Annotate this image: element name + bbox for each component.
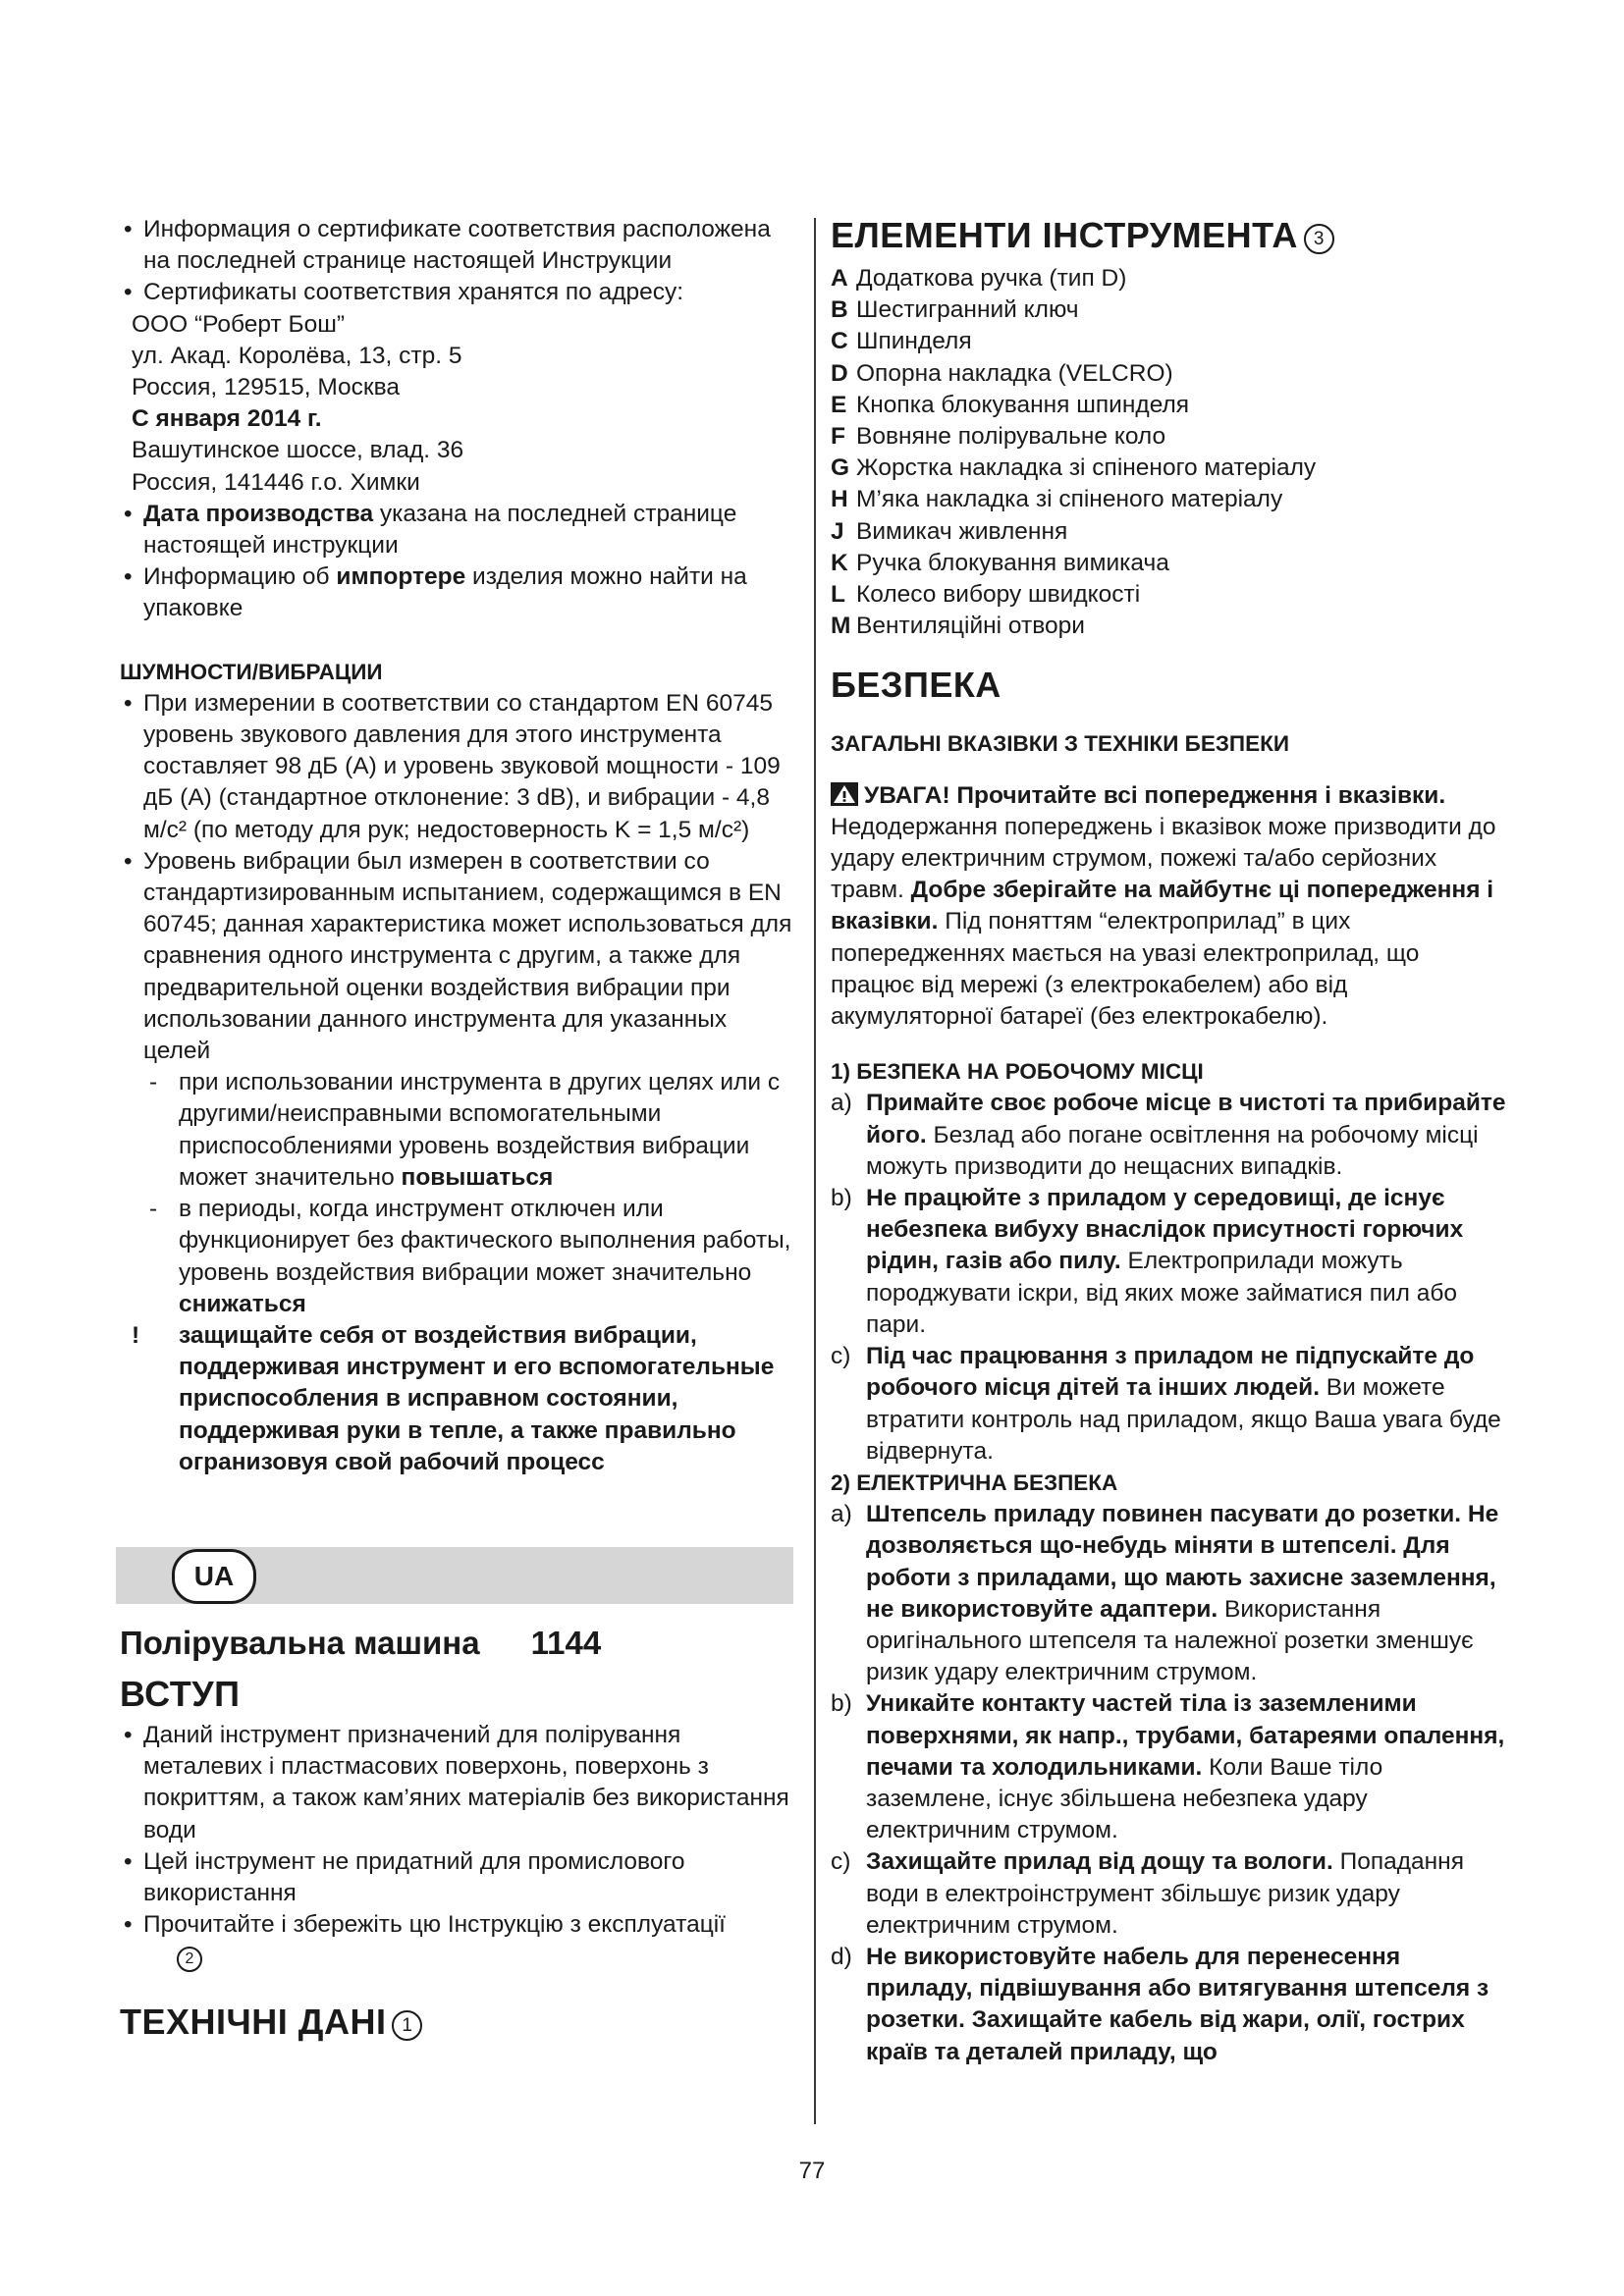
item-bold: Під час працювання з приладом не підпускайте до робочого місця дітей та інших людей. xyxy=(866,1343,1475,1402)
address-company: ООО “Роберт Бош” xyxy=(132,310,346,338)
element-label: М’яка накладка зі спіненого матеріалу xyxy=(856,486,1283,513)
elements-heading-text: ЕЛЕМЕНТИ ІНСТРУМЕНТА xyxy=(831,215,1298,255)
list-item xyxy=(831,263,1508,294)
dash2-bold: снижаться xyxy=(179,1290,306,1317)
product-title xyxy=(120,1622,797,1665)
right-column xyxy=(831,214,1508,2068)
list-item xyxy=(831,294,1508,326)
item-bold: Примайте своє робоче місце в чистоті та прибирайте його. xyxy=(866,1090,1506,1148)
list-item xyxy=(120,846,797,1067)
dash1-bold: повышаться xyxy=(401,1163,554,1191)
elements-list xyxy=(831,263,1508,642)
intro-heading: ВСТУП xyxy=(120,1673,241,1714)
item-text: Безлад або погане освітлення на робочому місці можуть призводити до нещасних випадків. xyxy=(866,1121,1479,1180)
figure-ref-2: 2 xyxy=(177,1947,202,1972)
electrical-heading: 2) ЕЛЕКТРИЧНА БЕЗПЕКА xyxy=(831,1469,1118,1495)
element-key: M xyxy=(831,613,851,640)
list-item xyxy=(831,611,1508,642)
list-item xyxy=(120,214,797,277)
language-banner xyxy=(116,1547,793,1604)
intro-text-3: Прочитайте і збережіть цю Інструкцію з експлуатації xyxy=(143,1911,726,1939)
tech-heading xyxy=(120,2001,797,2044)
element-label: Вентиляційні отвори xyxy=(856,613,1085,640)
warn-text1: Недодержання попереджень і вказівок може призводити до удару електричним струмом, пожежі та/або серйозних травм. xyxy=(831,813,1496,904)
list-item xyxy=(831,516,1508,548)
list-item xyxy=(120,1846,797,1909)
dash1-text: при использовании инструмента в других целях или с другими/неисправными вспомогательными приспособлениями уровень воздействия вибрации может значительно xyxy=(179,1069,781,1191)
warn-text2: Під поняттям “електроприлад” в цих попередженнях мається на увазі електроприлад, що працює від мережі (з електрокабелем) або від акумуляторної батареї (без електрокабелю). xyxy=(831,908,1420,1031)
item-text: Попадання води в електроінструмент збільшує ризик удару електричним струмом. xyxy=(866,1848,1464,1939)
item-letter: c) xyxy=(831,1343,851,1370)
element-key: L xyxy=(831,581,845,609)
element-key: A xyxy=(831,265,848,292)
list-item xyxy=(831,1088,1508,1183)
intro-text-2: Цей інструмент не придатний для промислового використання xyxy=(143,1847,685,1906)
dash-item xyxy=(120,1194,797,1320)
list-item xyxy=(831,1688,1508,1846)
list-item xyxy=(831,326,1508,357)
element-label: Жорстка накладка зі спіненого матеріалу xyxy=(856,454,1317,482)
element-key: D xyxy=(831,359,848,387)
item-text: Електроприлади можуть породжувати іскри, від яких може займатися пил або пари. xyxy=(866,1248,1458,1338)
element-label: Вовняне полірувальне коло xyxy=(856,423,1166,451)
element-key: J xyxy=(831,517,844,545)
element-key: G xyxy=(831,454,850,482)
list-item xyxy=(120,499,797,561)
item-text: Ви можете втратити контроль над приладом, якщо Ваша увага буде відвернута. xyxy=(866,1374,1501,1465)
address-since: С января 2014 г. xyxy=(132,405,322,433)
element-label: Шестигранний ключ xyxy=(856,296,1079,324)
importer-bold: импортере xyxy=(336,563,466,591)
address-street: ул. Акад. Королёва, 13, стр. 5 xyxy=(132,342,462,369)
list-item xyxy=(120,1909,797,1972)
element-label: Шпинделя xyxy=(856,328,972,355)
element-key: H xyxy=(831,486,848,513)
tech-heading-text: ТЕХНІЧНІ ДАНІ xyxy=(120,2001,387,2042)
item-letter: d) xyxy=(831,1943,852,1970)
item-text: Використання оригінального штепселя та належної розетки зменшує ризик удару електричним струмом. xyxy=(866,1595,1474,1686)
list-item xyxy=(831,579,1508,611)
cert-storage-text: Сертификаты соответствия хранятся по адресу: xyxy=(143,279,684,306)
list-item xyxy=(831,484,1508,515)
dash2-text: в периоды, когда инструмент отключен или функционирует без фактического выполнения работы, уровень воздействия вибрации может значительно xyxy=(179,1196,791,1286)
product-name: Полірувальна машина xyxy=(120,1624,480,1661)
list-item xyxy=(831,1341,1508,1468)
cert-info-text: Информация о сертификате соответствия расположена на последней странице настоящей Инструкции xyxy=(143,216,771,275)
ua-badge: UA xyxy=(172,1549,256,1604)
date-bold: Дата производства xyxy=(143,500,374,527)
warn-bold2: Добре зберігайте на майбутнє ці попередження і вказівки. xyxy=(831,877,1494,935)
item-letter: b) xyxy=(831,1690,852,1718)
column-divider xyxy=(814,218,816,2124)
address-street2: Вашутинское шоссе, влад. 36 xyxy=(132,437,464,464)
dash-item xyxy=(120,1067,797,1194)
noise-p1: При измерении в соответствии со стандартом EN 60745 уровень звукового давления для этого инструмента составляет 98 дБ (А) и уровень звуковой мощности - 109 дБ (А) (стандартное отклонение: 3 dB), и вибрации - 4,8 м/с² (по методу для рук; недостоверность K = 1,5 м/с²) xyxy=(143,689,781,843)
elements-heading xyxy=(831,214,1508,257)
element-label: Ручка блокування вимикача xyxy=(856,549,1169,576)
element-key: K xyxy=(831,549,848,576)
list-item xyxy=(831,1183,1508,1341)
element-label: Додаткова ручка (тип D) xyxy=(856,265,1127,292)
list-item xyxy=(831,1846,1508,1942)
list-item xyxy=(831,358,1508,390)
list-item xyxy=(831,548,1508,579)
item-bold: Не працюйте з приладом у середовищі, де існує небезпека вибуху внаслідок присутності горючих рідин, газів або пилу. xyxy=(866,1185,1464,1275)
element-label: Кнопка блокування шпинделя xyxy=(856,391,1190,418)
item-bold: Не використовуйте набель для перенесення приладу, підвішування або витягування штепселя з розетки. Захищайте кабель від жари, олії, гострих країв та деталей приладу, що xyxy=(866,1943,1489,2065)
item-letter: a) xyxy=(831,1090,852,1117)
element-key: F xyxy=(831,423,845,451)
page-number: 77 xyxy=(798,2158,826,2184)
workplace-heading: 1) БЕЗПЕКА НА РОБОЧОМУ МІСЦІ xyxy=(831,1059,1204,1085)
safety-heading: БЕЗПЕКА xyxy=(831,665,1001,706)
item-bold: Штепсель приладу повинен пасувати до розетки. Не дозволяється що-небудь міняти в штепселі. Для роботи з приладами, що мають захисне заземлення, не використовуйте адаптери. xyxy=(866,1501,1499,1623)
warn-bold: УВАГА! Прочитайте всі попередження і вказівки. xyxy=(864,781,1446,809)
element-key: B xyxy=(831,296,848,324)
warning-mark: ! xyxy=(132,1321,140,1349)
list-item xyxy=(120,277,797,308)
element-key: E xyxy=(831,391,847,418)
item-text: Коли Ваше тіло заземлене, існує збільшена небезпека удару електричним струмом. xyxy=(866,1753,1383,1844)
item-bold: Уникайте контакту частей тіла із заземленими поверхнями, як напр., трубами, батареями опалення, печами та холодильниками. xyxy=(866,1690,1505,1781)
list-item xyxy=(831,1499,1508,1688)
warning-text: защищайте себя от воздействия вибрации, поддерживая инструмент и его вспомогательные приспособления в исправном состоянии, поддерживая руки в тепле, а также правильно огранизовуя свой рабочий процесс xyxy=(179,1321,775,1475)
general-safety-heading: ЗАГАЛЬНІ ВКАЗІВКИ З ТЕХНІКИ БЕЗПЕКИ xyxy=(831,731,1290,757)
element-label: Вимикач живлення xyxy=(856,517,1068,545)
list-item xyxy=(831,390,1508,421)
noise-heading: ШУМНОСТИ/ВИБРАЦИИ xyxy=(120,659,383,684)
noise-p2: Уровень вибрации был измерен в соответствии со стандартизированным испытанием, содержащимся в EN 60745; данная характеристика может использоваться для сравнения одного инструмента с другим, а также для предварительной оценки воздействия вибрации при использовании данного инструмента для указанных целей xyxy=(143,847,792,1065)
list-item xyxy=(831,453,1508,484)
item-letter: a) xyxy=(831,1501,852,1528)
date-rest: указана на последней странице настоящей инструкции xyxy=(143,500,737,560)
list-item xyxy=(831,421,1508,453)
list-item xyxy=(120,561,797,624)
list-item xyxy=(120,688,797,846)
vibration-warning xyxy=(120,1320,797,1478)
item-letter: c) xyxy=(831,1848,851,1876)
list-item xyxy=(120,1720,797,1846)
element-label: Колесо вибору швидкості xyxy=(856,581,1141,609)
intro-text-1: Даний інструмент призначений для полірування металевих і пластмасових поверхонь, поверхонь з покриттям, а також кам’яних матеріалів без використання води xyxy=(143,1721,789,1843)
figure-ref-3: 3 xyxy=(1304,224,1334,254)
element-key: C xyxy=(831,328,848,355)
list-item xyxy=(831,1942,1508,2068)
address-city2: Россия, 141446 г.о. Химки xyxy=(132,468,420,496)
product-model: 1144 xyxy=(530,1624,602,1661)
importer-post: изделия можно найти на упаковке xyxy=(143,563,747,622)
general-warning xyxy=(831,780,1508,1034)
importer-pre: Информацию об xyxy=(143,563,337,591)
address-city: Россия, 129515, Москва xyxy=(132,374,400,401)
item-letter: b) xyxy=(831,1185,852,1212)
left-column xyxy=(120,214,797,2044)
warning-triangle-icon xyxy=(831,782,858,806)
item-bold: Захищайте прилад від дощу та вологи. xyxy=(866,1848,1333,1876)
figure-ref-1: 1 xyxy=(392,2010,422,2041)
element-label: Опорна накладка (VELCRO) xyxy=(856,359,1173,387)
